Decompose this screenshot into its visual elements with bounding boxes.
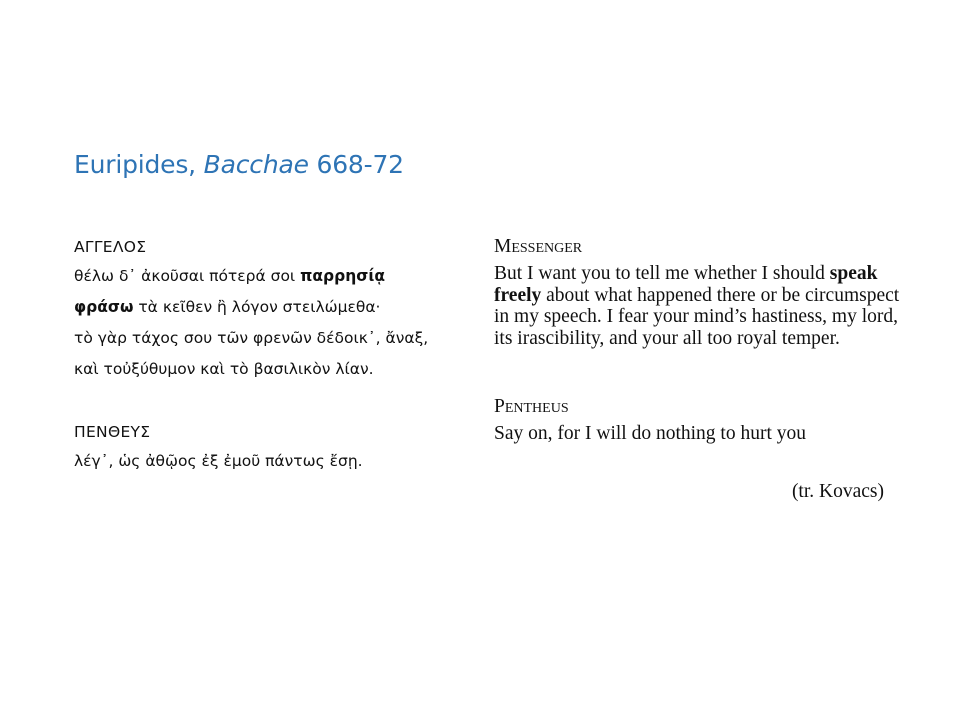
english-speaker-pentheus: Pentheus [494, 396, 569, 417]
greek-line-669 [74, 292, 474, 323]
english-speech-bold: speak freely [494, 263, 878, 306]
greek-line-669-text: τὰ κεῖθεν ἢ λόγον στειλώμεθα· [133, 298, 381, 316]
title-work: Bacchae [203, 150, 309, 179]
translator-credit: (tr. Kovacs) [791, 480, 884, 502]
title-lines: 668-72 [308, 150, 404, 179]
greek-speaker-messenger: ΑΓΓΕΛΟΣ [74, 238, 147, 256]
greek-line-668-bold: παρρησίᾳ [300, 267, 386, 285]
english-speech-text-b: about what happened there or be circumspect in my speech. I fear your mind’s hastiness, my lord, its irascibility, and your all too royal temper. [494, 284, 900, 349]
greek-line-669-bold: φράσω [74, 298, 134, 316]
greek-text-column [74, 233, 474, 477]
english-speaker-messenger: Messenger [494, 236, 583, 257]
title-author: Euripides, [74, 150, 204, 179]
english-pentheus-speech: Say on, for I will do nothing to hurt you [494, 423, 806, 444]
slide-title [74, 150, 404, 179]
greek-line-668 [74, 261, 474, 292]
english-translation-column [494, 233, 904, 503]
greek-speaker-pentheus: ΠΕΝΘΕΥΣ [74, 423, 151, 441]
greek-line-668-text: θέλω δ᾽ ἀκοῦσαι πότερά σοι [74, 267, 301, 285]
greek-line-671: καὶ τοὐξύθυμον καὶ τὸ βασιλικὸν λίαν. [74, 360, 374, 378]
english-speech-text-a: But I want you to tell me whether I should [494, 263, 830, 284]
greek-line-670: τὸ γὰρ τάχος σου τῶν φρενῶν δέδοικ᾽, ἄναξ, [74, 329, 429, 347]
greek-line-672: λέγ᾽, ὡς ἀθῷος ἐξ ἐμοῦ πάντως ἔσῃ. [74, 452, 363, 470]
english-spacer [494, 349, 904, 393]
greek-spacer [74, 385, 474, 418]
english-messenger-speech [494, 263, 904, 349]
